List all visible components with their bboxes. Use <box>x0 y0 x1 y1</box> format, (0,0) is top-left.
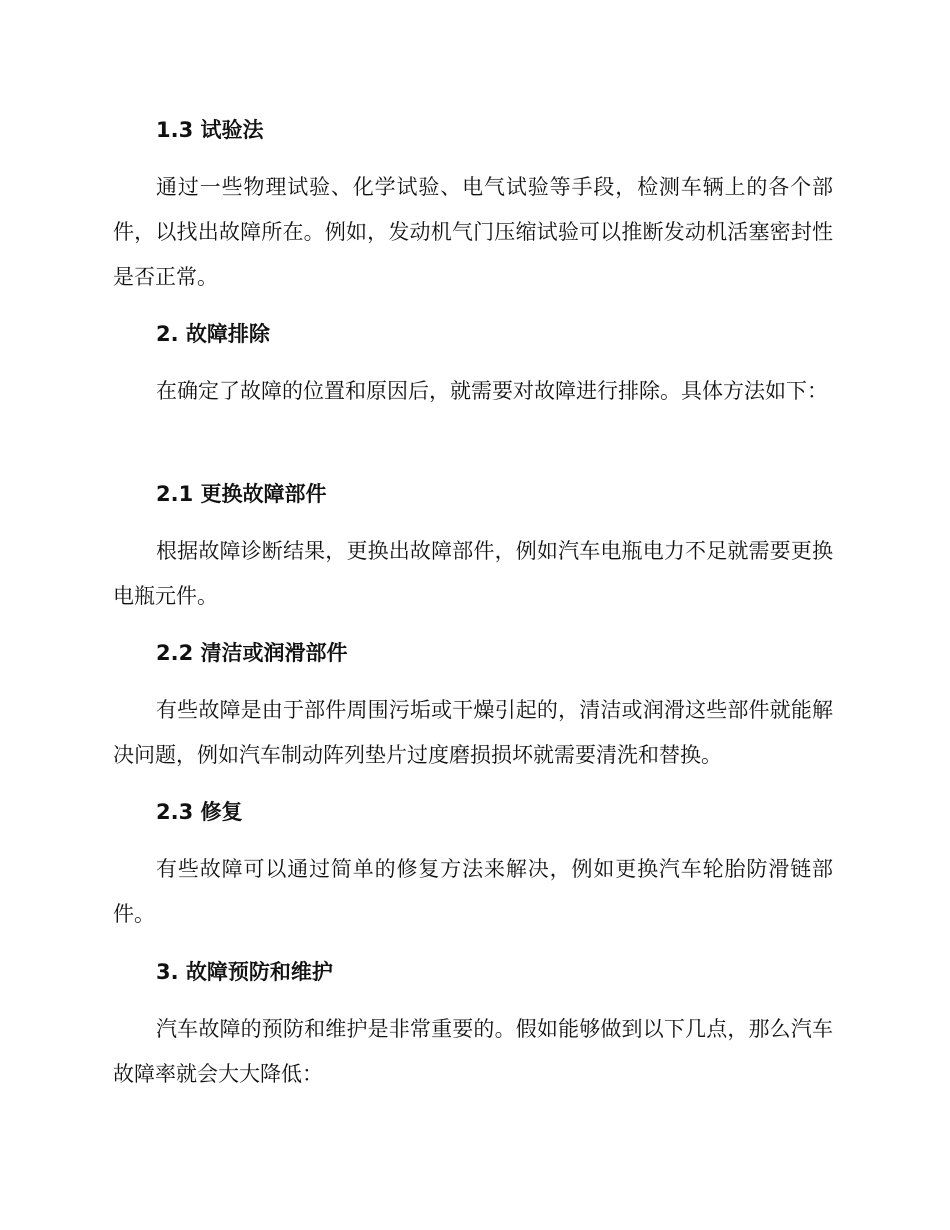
paragraph-replace-parts: 根据故障诊断结果，更换出故障部件，例如汽车电瓶电力不足就需要更换电瓶元件。 <box>113 539 833 608</box>
paragraph-troubleshooting: 在确定了故障的位置和原因后，就需要对故障进行排除。具体方法如下： <box>156 379 828 403</box>
section-heading-1-3: 1.3 试验法 <box>156 118 264 142</box>
section-heading-2-1: 2.1 更换故障部件 <box>156 482 327 506</box>
paragraph-test-method: 通过一些物理试验、化学试验、电气试验等手段，检测车辆上的各个部件，以找出故障所在。例如，发动机气门压缩试验可以推断发动机活塞密封性是否正常。 <box>113 175 833 289</box>
section-heading-3: 3. 故障预防和维护 <box>156 960 333 984</box>
paragraph-repair: 有些故障可以通过简单的修复方法来解决，例如更换汽车轮胎防滑链部件。 <box>113 857 833 926</box>
section-heading-2: 2. 故障排除 <box>156 322 270 346</box>
paragraph-clean-lubricate: 有些故障是由于部件周围污垢或干燥引起的，清洁或润滑这些部件就能解决问题，例如汽车制动阵列垫片过度磨损损坏就需要清洗和替换。 <box>113 698 833 767</box>
paragraph-prevention: 汽车故障的预防和维护是非常重要的。假如能够做到以下几点，那么汽车故障率就会大大降低： <box>113 1017 833 1086</box>
section-heading-2-3: 2.3 修复 <box>156 800 243 824</box>
section-heading-2-2: 2.2 清洁或润滑部件 <box>156 641 348 665</box>
